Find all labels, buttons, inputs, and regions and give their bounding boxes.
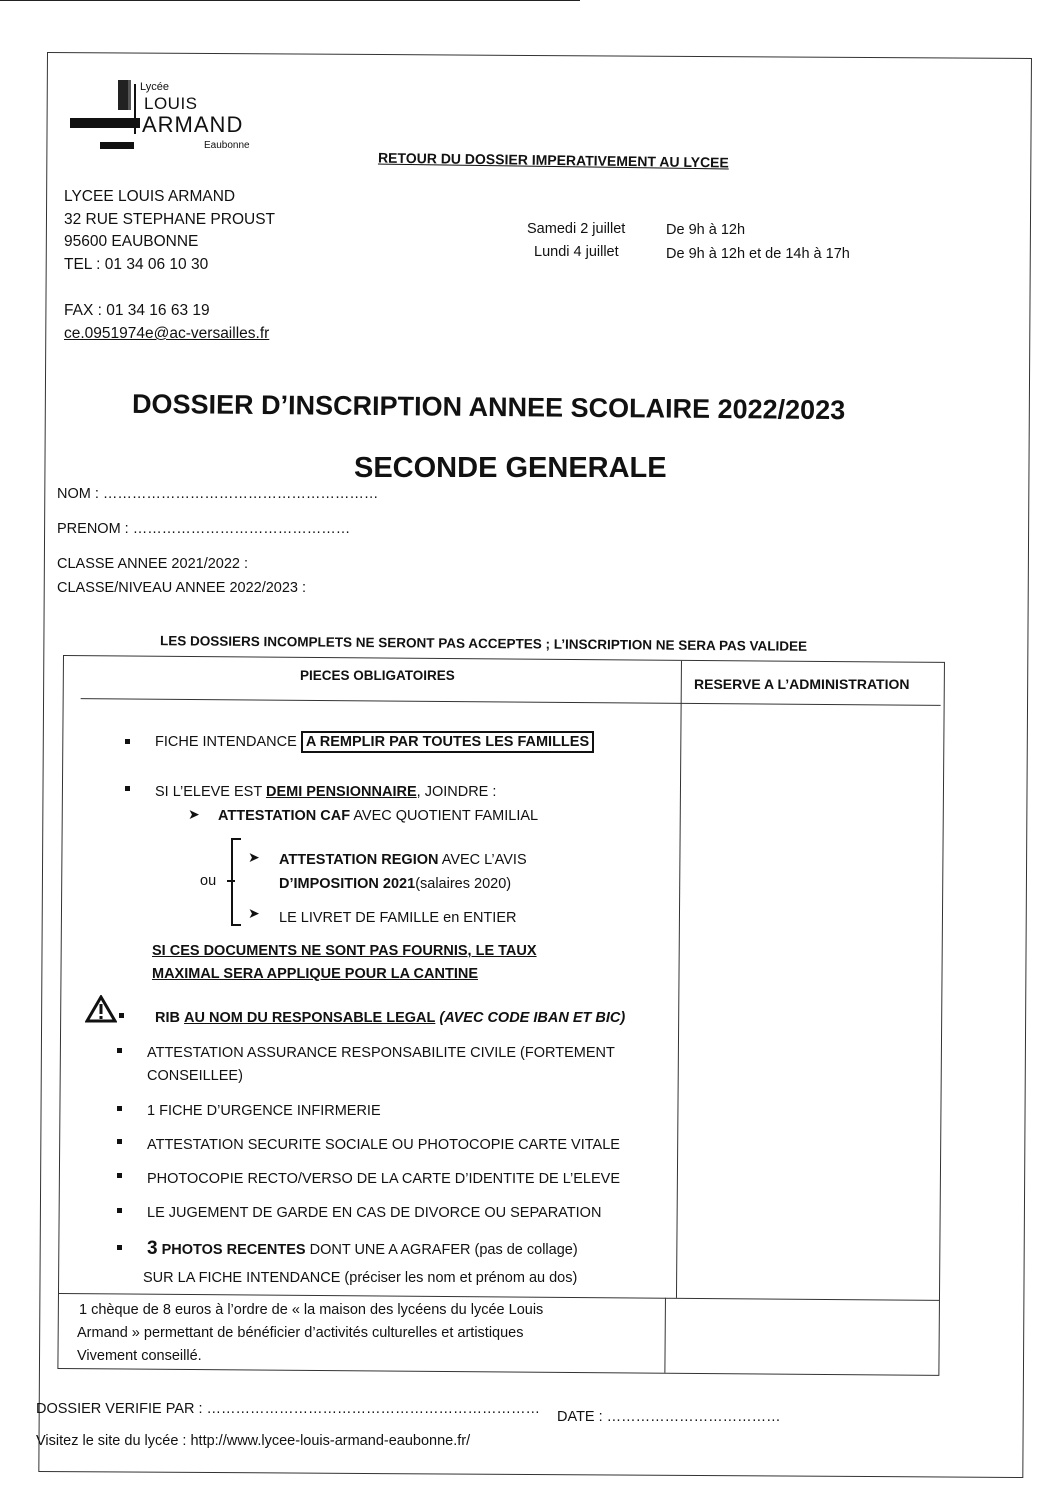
website-link[interactable]: Visitez le site du lycée : http://www.lycee-louis-armand-eaubonne.fr/ <box>36 1433 471 1449</box>
nom-field[interactable]: NOM : ………………………………………………… <box>57 486 379 502</box>
retour-notice: RETOUR DU DOSSIER IMPERATIVEMENT AU LYCEE <box>377 149 729 171</box>
list-item-fiche-intendance <box>155 734 594 750</box>
list-subitem-region <box>279 852 527 868</box>
lycee-logo <box>70 78 280 158</box>
item-label: SI L’ELEVE EST <box>155 784 262 800</box>
item-label: DONT UNE A AGRAFER (pas de collage) <box>309 1242 578 1258</box>
logo-mark <box>134 84 136 134</box>
bullet-icon <box>117 1245 122 1250</box>
email-link[interactable]: ce.0951974e@ac-versailles.fr <box>64 325 270 342</box>
classe-2021-field[interactable]: CLASSE ANNEE 2021/2022 : <box>57 556 249 572</box>
table-column-divider <box>664 1298 666 1373</box>
list-item-demi-pensionnaire <box>155 784 496 800</box>
list-item-urgence: 1 FICHE D’URGENCE INFIRMERIE <box>147 1103 381 1119</box>
table-column-divider <box>676 661 682 1298</box>
item-label: (salaires 2020) <box>415 876 512 892</box>
arrow-bullet-icon: ➤ <box>248 849 260 865</box>
cheque-line: Vivement conseillé. <box>77 1348 202 1364</box>
bullet-icon <box>117 1173 122 1178</box>
item-label: AVEC QUOTIENT FAMILIAL <box>353 808 539 824</box>
bullet-icon <box>117 1139 122 1144</box>
logo-mark <box>70 118 140 128</box>
bullet-icon <box>117 1106 122 1111</box>
page-title: DOSSIER D’INSCRIPTION ANNEE SCOLAIRE 2022/2023 <box>131 388 846 426</box>
list-subitem-livret: LE LIVRET DE FAMILLE en ENTIER <box>279 910 517 926</box>
logo-text: LOUIS <box>144 94 198 113</box>
schedule-hours: De 9h à 12h et de 14h à 17h <box>666 246 850 262</box>
item-label-bold: D’IMPOSITION 2021 <box>279 876 416 892</box>
bullet-icon <box>125 739 130 744</box>
dossier-verifie-field[interactable]: DOSSIER VERIFIE PAR : …………………………………………………………… <box>36 1401 541 1417</box>
fax-line: FAX : 01 34 16 63 19 <box>64 302 210 319</box>
brace-icon <box>231 838 243 926</box>
address-line: 95600 EAUBONNE <box>64 233 199 250</box>
address-line: 32 RUE STEPHANE PROUST <box>64 211 276 228</box>
list-item-jugement: LE JUGEMENT DE GARDE EN CAS DE DIVORCE OU SEPARATION <box>147 1205 602 1221</box>
incomplete-warning: LES DOSSIERS INCOMPLETS NE SERONT PAS ACCEPTES ; L’INSCRIPTION NE SERA PAS VALIDEE <box>159 633 808 654</box>
table-row-divider <box>59 1293 939 1301</box>
item-label-bold: 3 <box>147 1238 158 1259</box>
list-item-assurance: ATTESTATION ASSURANCE RESPONSABILITE CIVILE (FORTEMENT <box>147 1045 615 1061</box>
item-label-bold: ATTESTATION CAF <box>218 808 351 824</box>
bullet-icon <box>117 1048 122 1053</box>
item-label: , JOINDRE : <box>416 784 497 800</box>
column-header-administration: RESERVE A L’ADMINISTRATION <box>694 676 910 692</box>
schedule-day: Lundi 4 juillet <box>534 244 619 260</box>
item-label-bold: PHOTOS RECENTES <box>161 1242 306 1258</box>
brace-tick <box>233 838 241 840</box>
item-label: AVEC L’AVIS <box>441 852 527 868</box>
logo-text: Eaubonne <box>204 140 250 151</box>
item-label-italic: (AVEC CODE IBAN ET BIC) <box>439 1010 626 1026</box>
logo-mark <box>118 80 128 110</box>
list-item-secu: ATTESTATION SECURITE SOCIALE OU PHOTOCOPIE CARTE VITALE <box>147 1137 620 1153</box>
bullet-icon <box>119 1013 124 1018</box>
arrow-bullet-icon: ➤ <box>188 806 200 822</box>
brace-tick <box>233 924 241 926</box>
list-item-identite: PHOTOCOPIE RECTO/VERSO DE LA CARTE D’IDENTITE DE L’ELEVE <box>147 1171 620 1187</box>
taux-warning-line: SI CES DOCUMENTS NE SONT PAS FOURNIS, LE TAUX <box>152 943 537 959</box>
list-item-photos-cont: SUR LA FICHE INTENDANCE (préciser les nom et prénom au dos) <box>143 1270 578 1286</box>
item-label-underlined: AU NOM DU RESPONSABLE LEGAL <box>184 1010 436 1026</box>
bullet-icon <box>125 786 130 791</box>
item-label-bold: RIB <box>155 1010 180 1026</box>
column-header-pieces: PIECES OBLIGATOIRES <box>300 668 455 683</box>
or-label: ou <box>200 873 217 889</box>
classe-2022-field[interactable]: CLASSE/NIVEAU ANNEE 2022/2023 : <box>57 580 307 596</box>
address-line: LYCEE LOUIS ARMAND <box>64 188 236 205</box>
prenom-field[interactable]: PRENOM : ……………………………………… <box>57 521 351 537</box>
warning-triangle-icon <box>85 995 117 1023</box>
item-label-bold: ATTESTATION REGION <box>279 852 439 868</box>
logo-mark <box>128 80 131 110</box>
item-highlight-box: A REMPLIR PAR TOUTES LES FAMILLES <box>301 731 594 753</box>
brace-tick <box>227 880 235 882</box>
schedule-day: Samedi 2 juillet <box>527 221 626 237</box>
schedule-hours: De 9h à 12h <box>666 222 746 238</box>
address-line: TEL : 01 34 06 10 30 <box>64 256 209 273</box>
logo-mark <box>100 142 134 149</box>
list-item-rib <box>155 1010 625 1026</box>
table-header-divider <box>81 698 941 706</box>
logo-text: Lycée <box>140 81 169 93</box>
cheque-line: 1 chèque de 8 euros à l’ordre de « la maison des lycéens du lycée Louis <box>79 1302 544 1318</box>
page-subtitle: SECONDE GENERALE <box>354 452 667 484</box>
taux-warning-line: MAXIMAL SERA APPLIQUE POUR LA CANTINE <box>152 966 478 982</box>
top-scan-line <box>0 0 580 1</box>
list-item-photos <box>147 1238 578 1260</box>
date-field[interactable]: DATE : ……………………………… <box>557 1409 781 1425</box>
list-item-assurance-cont: CONSEILLEE) <box>147 1068 243 1084</box>
list-subitem-imposition <box>279 876 511 892</box>
item-label: FICHE INTENDANCE <box>155 734 297 750</box>
item-label-underlined: DEMI PENSIONNAIRE <box>265 784 417 800</box>
logo-text: ARMAND <box>142 112 244 137</box>
arrow-bullet-icon: ➤ <box>248 905 260 921</box>
list-subitem-caf <box>218 808 538 824</box>
bullet-icon <box>117 1208 122 1213</box>
cheque-line: Armand » permettant de bénéficier d’activités culturelles et artistiques <box>77 1325 524 1341</box>
